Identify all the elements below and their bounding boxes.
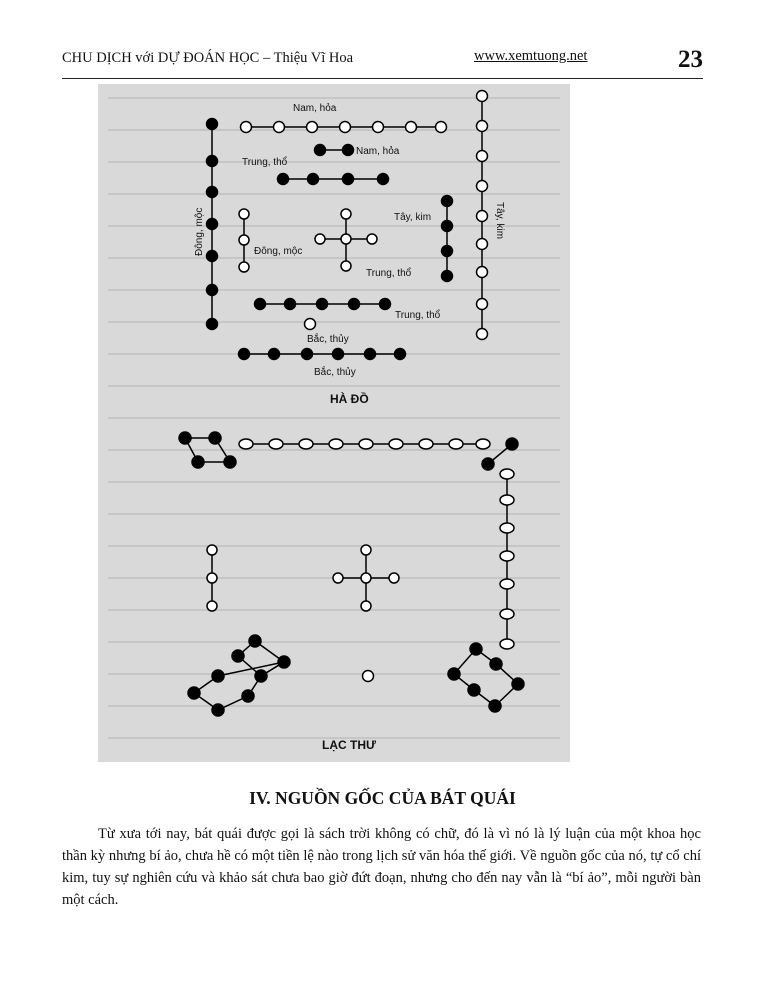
figure-diagram [98,84,570,762]
hado-lacthu-figure [98,84,570,762]
label-bac-thuy-2: Bắc, thủy [314,367,356,378]
lacthu-five-white-center [333,545,399,611]
book-title: CHU DỊCH với DỰ ĐOÁN HỌC – Thiệu Vĩ Hoa [62,50,354,66]
lacthu-nine-white-top [239,439,490,449]
center-black-row-bottom [255,299,391,310]
lacthu-seven-white-right [500,469,514,649]
north-one-white-dot [305,319,316,330]
label-bac-thuy-1: Bắc, thủy [307,334,349,345]
center-black-row-top [278,174,389,185]
label-nam-hoa-2: Nam, hỏa [356,146,400,157]
lacthu-eight-black-bottomleft [188,635,290,716]
north-six-black-dots [239,349,406,360]
center-five-white-cross [315,209,377,271]
label-trung-tho-3: Trung, thổ [395,310,441,321]
west-four-black-dots [442,196,453,282]
lacthu-title: LẠC THƯ [322,738,376,752]
lacthu-one-white-bottom [363,671,374,682]
lacthu-six-black-bottomright [448,643,524,712]
hado-title: HÀ ĐỒ [330,392,369,406]
label-trung-tho-2: Trung, thổ [366,268,412,279]
body-paragraph: Từ xưa tới nay, bát quái được gọi là sách trời không có chữ, đó là vì nó là lý luận của một khoa học thần kỳ nhưng bí ảo, chưa hề có một tiền lệ nào trong lịch sử văn hóa thế giới. Về nguồn gốc của nó, tự cổ chí kim, tuy sự nghiên cứu và khảo sát chưa bao giờ đứt đoạn, nhưng cho đến nay vẫn là “bí ảo”, mỗi người bàn một cách. [62,826,701,908]
page-number: 23 [678,46,703,73]
east-three-white-dots [239,209,249,272]
west-nine-white-dots [477,91,488,340]
page-header [62,44,703,79]
label-dong-moc-1: Đông, mộc [194,207,205,256]
south-two-black-dots [315,145,354,156]
east-eight-black-dots [207,119,218,330]
label-trung-tho-1: Trung, thổ [242,157,288,168]
background-texture [108,98,560,738]
label-tay-kim-1: Tây, kim [394,212,432,223]
label-tay-kim-2: Tây, kim [494,202,505,240]
section-title: IV. NGUỒN GỐC CỦA BÁT QUÁI [249,788,516,808]
website-link[interactable]: www.xemtuong.net [474,48,588,64]
lacthu-three-white-left [207,545,217,611]
label-dong-moc-2: Đông, mộc [254,246,303,257]
label-nam-hoa-1: Nam, hỏa [293,103,337,114]
